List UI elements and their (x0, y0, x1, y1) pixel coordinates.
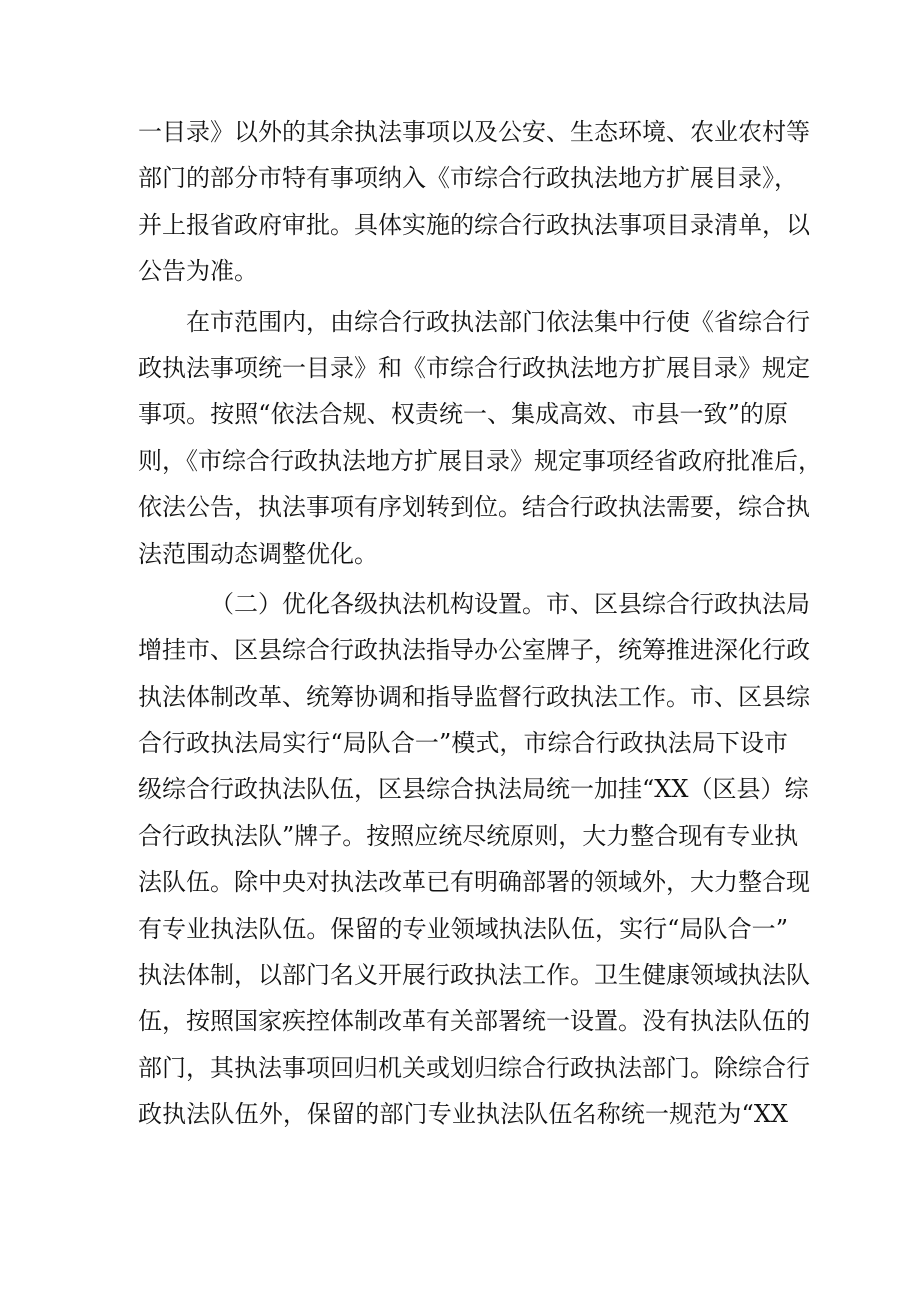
text-line: 政执法事项统一目录》和《市综合行政执法地方扩展目录》规定 (138, 353, 810, 382)
text-line: 在市范围内，由综合行政执法部门依法集中行使《省综合行 (186, 307, 810, 336)
text-line: 一目录》以外的其余执法事项以及公安、生态环境、农业农村等 (138, 118, 810, 146)
text-line: 政执法队伍外，保留的部门专业执法队伍名称统一规范为“XX (138, 1100, 788, 1129)
document-body (138, 109, 822, 1138)
text-line: 依法公告，执法事项有序划转到位。结合行政执法需要，综合执 (138, 493, 810, 522)
text-line: 公告为准。 (138, 257, 258, 286)
text-line: 合行政执法队”牌子。按照应统尽统原则，大力整合现有专业执 (138, 821, 799, 850)
text-line: （二）优化各级执法机构设置。市、区县综合行政执法局 (210, 589, 810, 618)
paragraph-3 (138, 581, 810, 1138)
text-line: 伍，按照国家疾控体制改革有关部署统一设置。没有执法队伍的 (138, 1007, 810, 1036)
text-line: 法队伍。除中央对执法改革已有明确部署的领域外，大力整合现 (138, 868, 810, 897)
paragraph-1 (138, 109, 810, 295)
text-line: 部门，其执法事项回归机关或划归综合行政执法部门。除综合行 (138, 1053, 810, 1082)
paragraph-2 (138, 299, 822, 577)
text-line: 执法体制改革、统筹协调和指导监督行政执法工作。市、区县综 (138, 682, 810, 711)
text-line: 增挂市、区县综合行政执法指导办公室牌子，统筹推进深化行政 (138, 636, 810, 665)
text-line: 合行政执法局实行“局队合一”模式，市综合行政执法局下设市 (138, 729, 788, 758)
text-line: 法范围动态调整优化。 (138, 539, 378, 568)
text-line: 执法体制，以部门名义开展行政执法工作。卫生健康领域执法队 (138, 961, 810, 990)
text-line: 并上报省政府审批。具体实施的综合行政执法事项目录清单，以 (138, 210, 810, 239)
text-line: 事项。按照“依法合规、权责统一、集成高效、市县一致”的原 (138, 400, 788, 429)
text-line: 有专业执法队伍。保留的专业领域执法队伍，实行“局队合一” (138, 914, 788, 943)
text-line: 级综合行政执法队伍，区县综合执法局统一加挂“XX（区县）综 (138, 775, 809, 804)
text-line: 部门的部分市特有事项纳入《市综合行政执法地方扩展目录》， (138, 164, 798, 193)
text-line: 则，《市综合行政执法地方扩展目录》规定事项经省政府批准后， (138, 446, 822, 475)
